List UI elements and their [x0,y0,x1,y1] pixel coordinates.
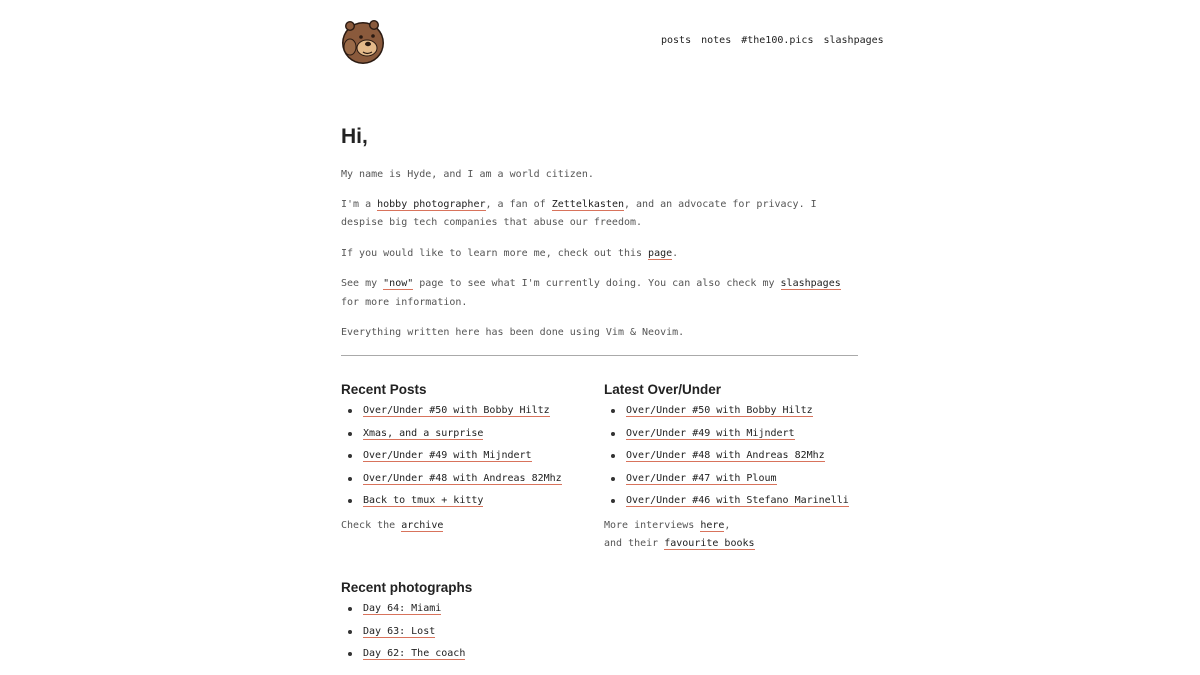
intro-paragraph-3 [341,245,858,264]
recent-photographs-title: Recent photographs [341,580,473,595]
archive-note [341,517,596,536]
list-item [341,427,596,450]
list-item [341,602,596,625]
zettelkasten-link[interactable]: Zettelkasten [551,198,624,210]
text: and their [604,538,665,549]
favourite-books-link[interactable]: favourite books [664,538,755,549]
recent-photographs-section [341,579,596,670]
post-link[interactable]: Xmas, and a surprise [363,427,484,439]
recent-posts-list [341,404,596,517]
interview-link[interactable]: Over/Under #49 with Mijndert [626,427,795,439]
nav-posts[interactable]: posts [661,35,692,46]
photographs-list [341,602,596,670]
page-title: Hi, [341,125,368,148]
about-page-link[interactable]: page [648,247,673,259]
list-item [604,494,859,517]
hobby-photographer-link[interactable]: hobby photographer [377,198,486,210]
text: More interviews [604,519,701,531]
post-link[interactable]: Over/Under #50 with Bobby Hiltz [363,405,550,416]
text: . [672,247,679,259]
intro-paragraph-5: Everything written here has been done using Vim & Neovim. [341,327,685,338]
interview-link[interactable]: Over/Under #48 with Andreas 82Mhz [626,450,825,461]
more-interviews-note [604,517,859,536]
text: for more information. [341,296,468,308]
list-item [341,404,596,427]
nav-slashpages[interactable]: slashpages [823,35,884,46]
nav-the100-pics[interactable]: #the100.pics [741,35,814,46]
interview-link[interactable]: Over/Under #50 with Bobby Hiltz [626,405,813,416]
list-item [341,647,596,670]
photo-link[interactable]: Day 62: The coach [363,648,466,659]
text: page to see what I'm currently doing. You can also check my [413,278,781,289]
text: , and an advocate for privacy. I despise big tech companies that abuse our freedom. [341,198,817,228]
interviews-here-link[interactable]: here [700,519,725,531]
latest-over-under-title: Latest Over/Under [604,382,722,397]
recent-posts-section [341,381,596,535]
list-item [341,472,596,495]
photo-link[interactable]: Day 63: Lost [363,625,436,637]
post-link[interactable]: Over/Under #49 with Mijndert [363,450,532,461]
list-item [604,449,859,472]
now-page-link[interactable]: "now" [383,278,414,289]
favourite-books-note [604,535,859,554]
photo-link[interactable]: Day 64: Miami [363,603,442,614]
post-link[interactable]: Over/Under #48 with Andreas 82Mhz [363,472,562,484]
interview-link[interactable]: Over/Under #47 with Ploum [626,472,777,484]
archive-link[interactable]: archive [401,519,444,531]
text: , [724,519,731,531]
nav-notes[interactable]: notes [701,35,732,46]
text: , a fan of [485,198,552,210]
list-item [604,404,859,427]
intro-paragraph-1: My name is Hyde, and I am a world citizen. [341,169,594,180]
list-item [341,449,596,472]
intro-paragraph-2 [341,196,858,233]
slashpages-link[interactable]: slashpages [780,278,841,289]
text: See my [341,278,384,289]
list-item [341,625,596,648]
over-under-list [604,404,859,517]
text: Check the [341,519,402,531]
recent-posts-title: Recent Posts [341,382,427,397]
divider [341,355,858,356]
post-link[interactable]: Back to tmux + kitty [363,495,484,506]
interview-link[interactable]: Over/Under #46 with Stefano Marinelli [626,495,849,506]
intro-paragraph-4 [341,275,858,312]
main-nav [661,35,884,46]
text: I'm a [341,198,378,210]
intro-section [341,124,858,356]
text: If you would like to learn more me, check out this [341,247,649,259]
list-item [341,494,596,517]
bear-logo-icon[interactable] [341,20,385,64]
latest-over-under-section [604,381,859,554]
list-item [604,472,859,495]
list-item [604,427,859,450]
